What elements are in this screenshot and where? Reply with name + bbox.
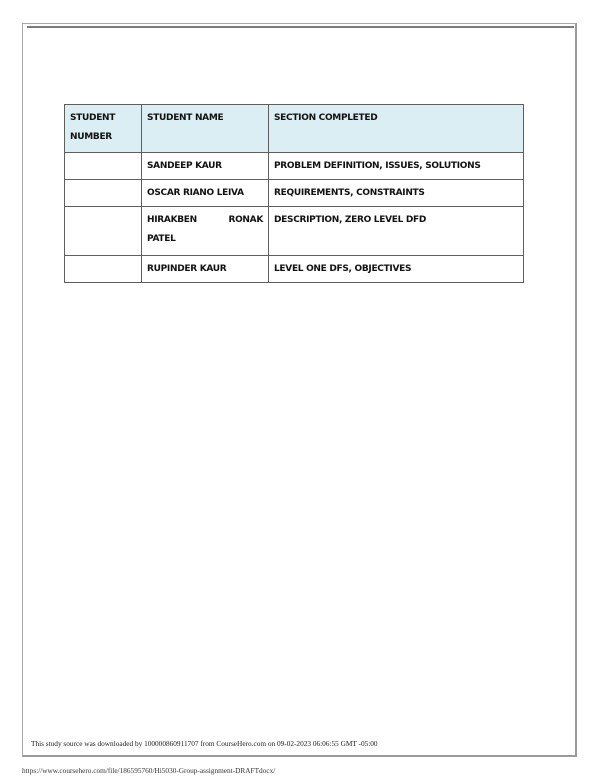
cell-student-number <box>65 180 142 207</box>
group-members-table <box>64 104 524 283</box>
download-notice: This study source was downloaded by 100000860911707 from CourseHero.com on 09-02-2023 06:06:55 GMT -05:00 <box>31 739 378 748</box>
cell-section-completed: DESCRIPTION, ZERO LEVEL DFD <box>269 207 524 256</box>
table-row <box>65 180 524 207</box>
table-row <box>65 207 524 256</box>
source-url[interactable]: https://www.coursehero.com/file/186595760/Hi5030-Group-assignment-DRAFTdocx/ <box>22 766 276 775</box>
table-row <box>65 256 524 283</box>
header-rule <box>27 26 574 28</box>
cell-student-number <box>65 207 142 256</box>
cell-student-name <box>142 207 269 256</box>
cell-student-number <box>65 153 142 180</box>
header-label: NUMBER <box>70 132 112 142</box>
name-line <box>147 211 263 230</box>
cell-section-completed: PROBLEM DEFINITION, ISSUES, SOLUTIONS <box>269 153 524 180</box>
name-part: RONAK <box>228 215 263 225</box>
header-student-number <box>65 105 142 153</box>
name-line: PATEL <box>147 234 176 244</box>
cell-student-number <box>65 256 142 283</box>
table-row <box>65 153 524 180</box>
cell-section-completed: REQUIREMENTS, CONSTRAINTS <box>269 180 524 207</box>
table-header-row <box>65 105 524 153</box>
header-section-completed: SECTION COMPLETED <box>269 105 524 153</box>
name-part: HIRAKBEN <box>147 215 197 225</box>
cell-student-name: RUPINDER KAUR <box>142 256 269 283</box>
header-student-name: STUDENT NAME <box>142 105 269 153</box>
cell-student-name: OSCAR RIANO LEIVA <box>142 180 269 207</box>
cell-section-completed: LEVEL ONE DFS, OBJECTIVES <box>269 256 524 283</box>
header-label: STUDENT <box>70 113 116 123</box>
cell-student-name: SANDEEP KAUR <box>142 153 269 180</box>
